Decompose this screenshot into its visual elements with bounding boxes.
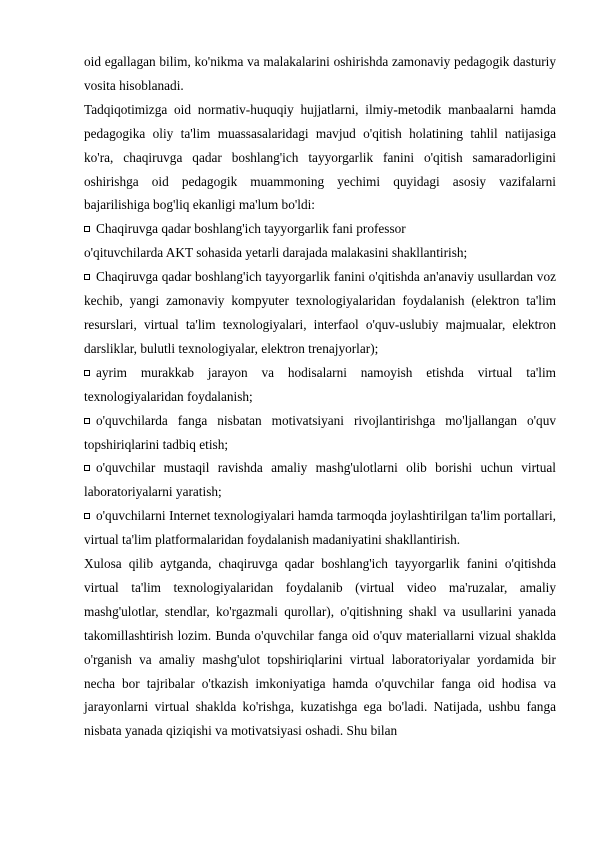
paragraph-ict-competence: o'qituvchilarda AKT sohasida yetarli darajada malakasini shakllantirish; (84, 245, 468, 261)
paragraph-intro-continuation: oid egallagan bilim, ko'nikma va malakalarini oshirishda zamonaviy pedagogik dasturiy vosita hisoblanadi. (84, 54, 556, 93)
square-bullet-icon (84, 226, 90, 232)
list-item-modern-technologies (84, 265, 556, 361)
list-item-virtual-laboratories (84, 456, 556, 504)
paragraph-research-analysis: Tadqiqotimizga oid normativ-huquqiy hujjatlarni, ilmiy-metodik manbaalarni hamda pedagogika oliy ta'lim muassasalaridagi mavjud o'qitish holatining tahlil natijasiga ko'ra, chaqiruvga qadar boshlang'ich tayyorgarlik fanini o'qitish samaradorligini oshirishga oid pedagogik muammoning yechimi quyidagi asosiy vazifalarni bajarilishiga bog'liq ekanligi ma'lum bo'ldi: (84, 101, 556, 213)
list-item-teacher-training (84, 217, 556, 241)
list-item-text: o'quvchilarda fanga nisbatan motivatsiyani rivojlantirishga mo'ljallangan o'quv topshiriqlarini tadbiq etish; (84, 412, 556, 452)
document-page (84, 50, 556, 743)
square-bullet-icon (84, 418, 90, 424)
list-item-text: o'quvchilar mustaqil ravishda amaliy mashg'ulotlarni olib borishi uchun virtual laboratoriyalarni yaratish; (84, 460, 556, 500)
square-bullet-icon (84, 274, 90, 280)
list-item-text: o'quvchilarni Internet texnologiyalari hamda tarmoqda joylashtirilgan ta'lim portallari, virtual ta'lim platformalaridan foydalanish madaniyatini shakllantirish. (84, 508, 556, 548)
list-item-text: Chaqiruvga qadar boshlang'ich tayyorgarlik fani professor (96, 221, 406, 237)
list-item-internet-culture (84, 504, 556, 552)
list-item-text: ayrim murakkab jarayon va hodisalarni namoyish etishda virtual ta'lim texnologiyalaridan foydalanish; (84, 364, 556, 404)
paragraph-conclusion: Xulosa qilib aytganda, chaqiruvga qadar boshlang'ich tayyorgarlik fanini o'qitishda virtual ta'lim texnologiyalaridan foydalanib (virtual video ma'ruzalar, amaliy mashg'ulotlar, stendlar, ko'rgazmali qurollar), o'qitishning shakl va usullarini yanada takomillashtirish lozim. Bunda o'quvchilar fanga oid o'quv materiallarni vizual shaklda o'rganish va amaliy mashg'ulot topshiriqlarini virtual laboratoriyalar yordamida bir necha bor tajribalar o'tkazish imkoniyatiga hamda o'quvchilar fanga oid hodisa va jarayonlarni virtual shaklda ko'rishga, kuzatishga ega bo'ladi. Natijada, ushbu fanga nisbata yanada qiziqishi va motivatsiyasi oshadi. Shu bilan (84, 556, 556, 739)
list-item-motivation-tasks (84, 409, 556, 457)
list-item-virtual-demonstration (84, 361, 556, 409)
square-bullet-icon (84, 513, 90, 519)
square-bullet-icon (84, 465, 90, 471)
list-item-text: Chaqiruvga qadar boshlang'ich tayyorgarlik fanini o'qitishda an'anaviy usullardan voz kechib, yangi zamonaviy kompyuter texnologiyalaridan foydalanish (elektron ta'lim resurslari, virtual ta'lim texnologiyalari, interfaol o'quv-uslubiy majmualar, elektron darsliklar, bulutli texnologiyalar, elektron trenajyorlar); (84, 269, 556, 356)
square-bullet-icon (84, 370, 90, 376)
